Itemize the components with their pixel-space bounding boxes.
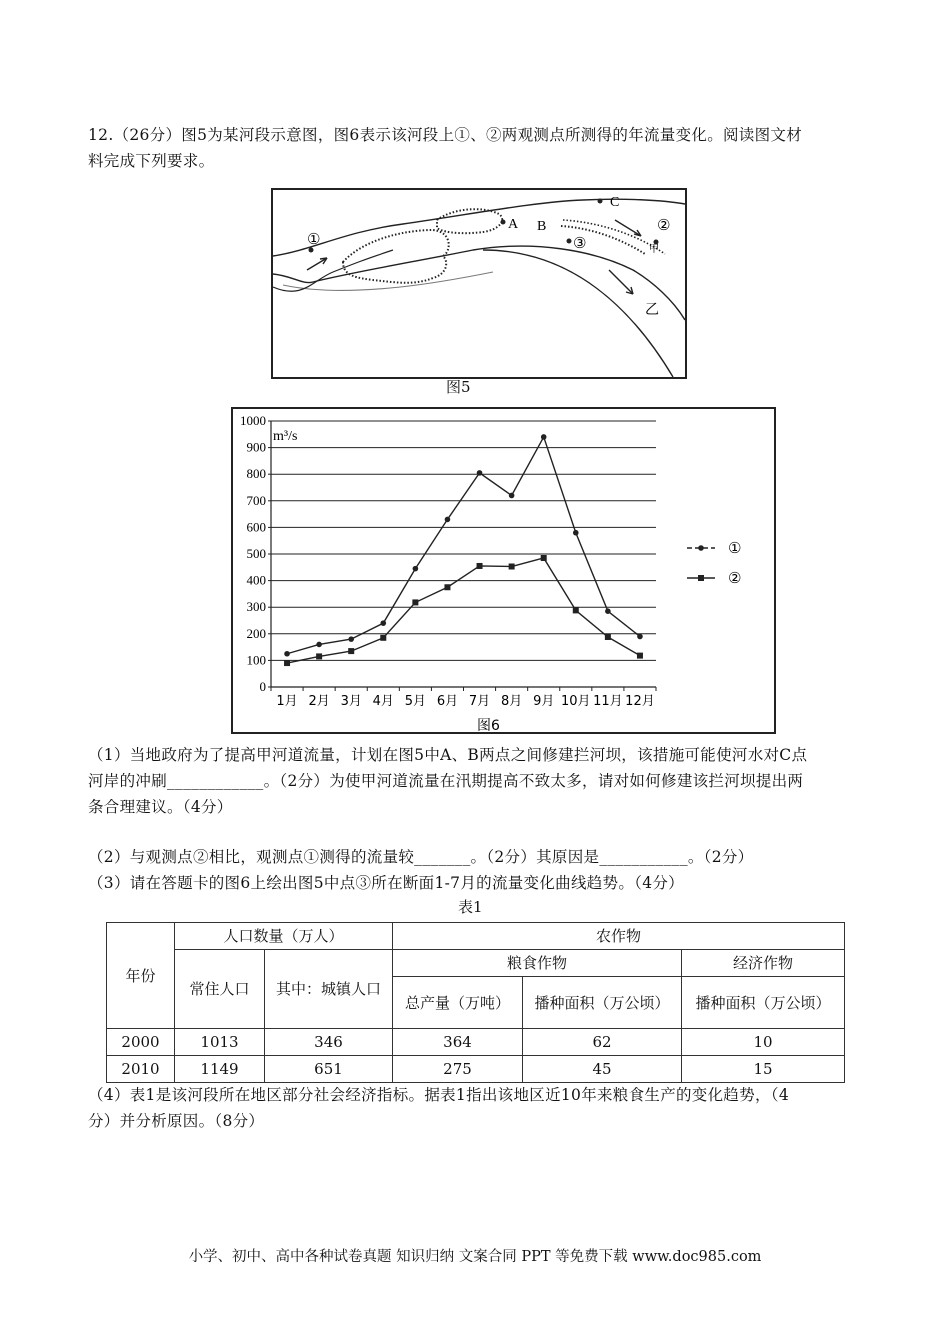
- x-tick-label: 4月: [372, 694, 394, 709]
- cell: 15: [682, 1056, 845, 1083]
- map-label-C: C: [610, 195, 620, 210]
- data-point-series-1: [605, 608, 611, 614]
- cell: 651: [265, 1056, 393, 1083]
- y-tick-label: 800: [246, 466, 266, 482]
- data-point-series-2: [605, 634, 611, 640]
- data-point-series-2: [509, 564, 515, 570]
- legend-label-1: ①: [728, 539, 742, 557]
- y-tick-label: 1000: [240, 413, 266, 428]
- x-tick-label: 2月: [308, 694, 330, 709]
- y-tick-label: 900: [246, 439, 266, 455]
- cell: 275: [393, 1056, 523, 1083]
- q1-line-1: （1）当地政府为了提高甲河道流量，计划在图5中A、B两点之间修建拦河坝，该措施可能使河水对C点: [88, 746, 808, 764]
- x-tick-label: 11月: [593, 694, 623, 709]
- data-point-series-2: [380, 635, 386, 641]
- cell: 1149: [175, 1056, 265, 1083]
- q1-line-2: 河岸的冲刷____________。（2分）为使甲河道流量在汛期提高不致太多，请对如何修建该拦河坝提出两: [88, 772, 804, 790]
- data-point-series-2: [477, 563, 483, 569]
- data-point-series-1: [541, 434, 547, 440]
- x-tick-label: 12月: [625, 694, 655, 709]
- cell: 1013: [175, 1029, 265, 1056]
- header-year: 年份: [107, 923, 175, 1029]
- table-title: 表1: [458, 898, 483, 916]
- data-point-series-1: [445, 517, 451, 523]
- map-label-yi: 乙: [645, 302, 659, 318]
- flow-chart: [231, 407, 776, 734]
- x-tick-label: 1月: [276, 694, 298, 709]
- data-point-series-1: [413, 566, 419, 572]
- header-resident: 常住人口: [175, 950, 265, 1029]
- data-point-series-1: [316, 642, 322, 648]
- figure-6-caption: 图6: [477, 718, 500, 734]
- data-point-series-2: [573, 607, 579, 613]
- data-point-series-1: [348, 636, 354, 642]
- cell: 2010: [107, 1056, 175, 1083]
- cell: 10: [682, 1029, 845, 1056]
- data-table: [106, 922, 845, 1083]
- data-point-series-2: [444, 584, 450, 590]
- y-tick-label: 0: [259, 679, 266, 694]
- river-map-figure: [271, 188, 687, 379]
- q2-text: （2）与观测点②相比，观测点①测得的流量较_______。（2分）其原因是___________。（2分）: [88, 848, 754, 866]
- legend-marker-2: [698, 575, 704, 581]
- data-point-series-1: [509, 493, 515, 499]
- map-label-point-2: ②: [657, 216, 671, 234]
- header-output: 总产量（万吨）: [393, 977, 523, 1029]
- question-line-1: 12.（26分）图5为某河段示意图，图6表示该河段上①、②两观测点所测得的年流量变化。阅读图文材: [88, 126, 802, 144]
- map-label-A: A: [508, 217, 519, 232]
- y-tick-label: 700: [246, 492, 266, 508]
- data-point-series-1: [637, 634, 643, 640]
- q1-line-3: 条合理建议。（4分）: [88, 798, 233, 816]
- header-area-grain: 播种面积（万公顷）: [523, 977, 682, 1029]
- figure-5-caption: 图5: [446, 378, 471, 396]
- header-area-economic: 播种面积（万公顷）: [682, 977, 845, 1029]
- x-tick-label: 3月: [340, 694, 362, 709]
- x-tick-label: 9月: [533, 694, 555, 709]
- data-point-series-1: [573, 530, 579, 536]
- data-point-series-2: [412, 599, 418, 605]
- chart-unit-label: m³/s: [273, 429, 298, 444]
- map-label-point-1: ①: [307, 230, 321, 248]
- y-tick-label: 300: [246, 599, 266, 615]
- q4-line-1: （4）表1是该河段所在地区部分社会经济指标。据表1指出该地区近10年来粮食生产的变化趋势，（4: [88, 1086, 790, 1104]
- data-point-series-2: [541, 555, 547, 561]
- header-economic: 经济作物: [682, 950, 845, 977]
- q3-text: （3）请在答题卡的图6上绘出图5中点③所在断面1-7月的流量变化曲线趋势。（4分）: [88, 874, 684, 892]
- cell: 62: [523, 1029, 682, 1056]
- series-line-2: [287, 558, 640, 663]
- map-label-point-3: ③: [573, 234, 587, 252]
- x-tick-label: 5月: [404, 694, 427, 709]
- y-tick-label: 100: [246, 652, 266, 668]
- table-row: [107, 1029, 845, 1056]
- data-point-series-2: [316, 653, 322, 659]
- header-population: 人口数量（万人）: [175, 923, 393, 950]
- y-tick-label: 200: [246, 625, 266, 641]
- map-label-jia: 甲: [649, 244, 659, 255]
- header-grain: 粮食作物: [393, 950, 682, 977]
- page-footer: 小学、初中、高中各种试卷真题 知识归纳 文案合同 PPT 等免费下载 www.doc985.com: [188, 1249, 762, 1265]
- cell: 364: [393, 1029, 523, 1056]
- x-tick-label: 10月: [561, 694, 591, 709]
- header-urban: 其中：城镇人口: [265, 950, 393, 1029]
- question-line-2: 料完成下列要求。: [88, 152, 215, 170]
- y-tick-label: 500: [246, 546, 266, 561]
- x-tick-label: 6月: [436, 694, 459, 709]
- x-tick-label: 8月: [500, 694, 523, 709]
- map-label-B: B: [537, 219, 547, 234]
- series-line-1: [287, 437, 640, 654]
- data-point-series-2: [284, 660, 290, 666]
- x-tick-label: 7月: [468, 694, 491, 709]
- y-tick-label: 400: [246, 572, 266, 588]
- legend-label-2: ②: [728, 569, 742, 587]
- data-point-series-1: [477, 470, 483, 476]
- header-crops: 农作物: [393, 923, 845, 950]
- cell: 346: [265, 1029, 393, 1056]
- legend-marker-1: [698, 545, 704, 551]
- y-tick-label: 600: [246, 519, 266, 535]
- river-map-drawing: [273, 190, 685, 377]
- data-point-series-2: [637, 653, 643, 659]
- cell: 45: [523, 1056, 682, 1083]
- table-row: [107, 1056, 845, 1083]
- data-point-series-2: [348, 648, 354, 654]
- data-point-series-1: [284, 651, 290, 657]
- q4-line-2: 分）并分析原因。（8分）: [88, 1112, 265, 1130]
- cell: 2000: [107, 1029, 175, 1056]
- data-point-series-1: [380, 620, 386, 626]
